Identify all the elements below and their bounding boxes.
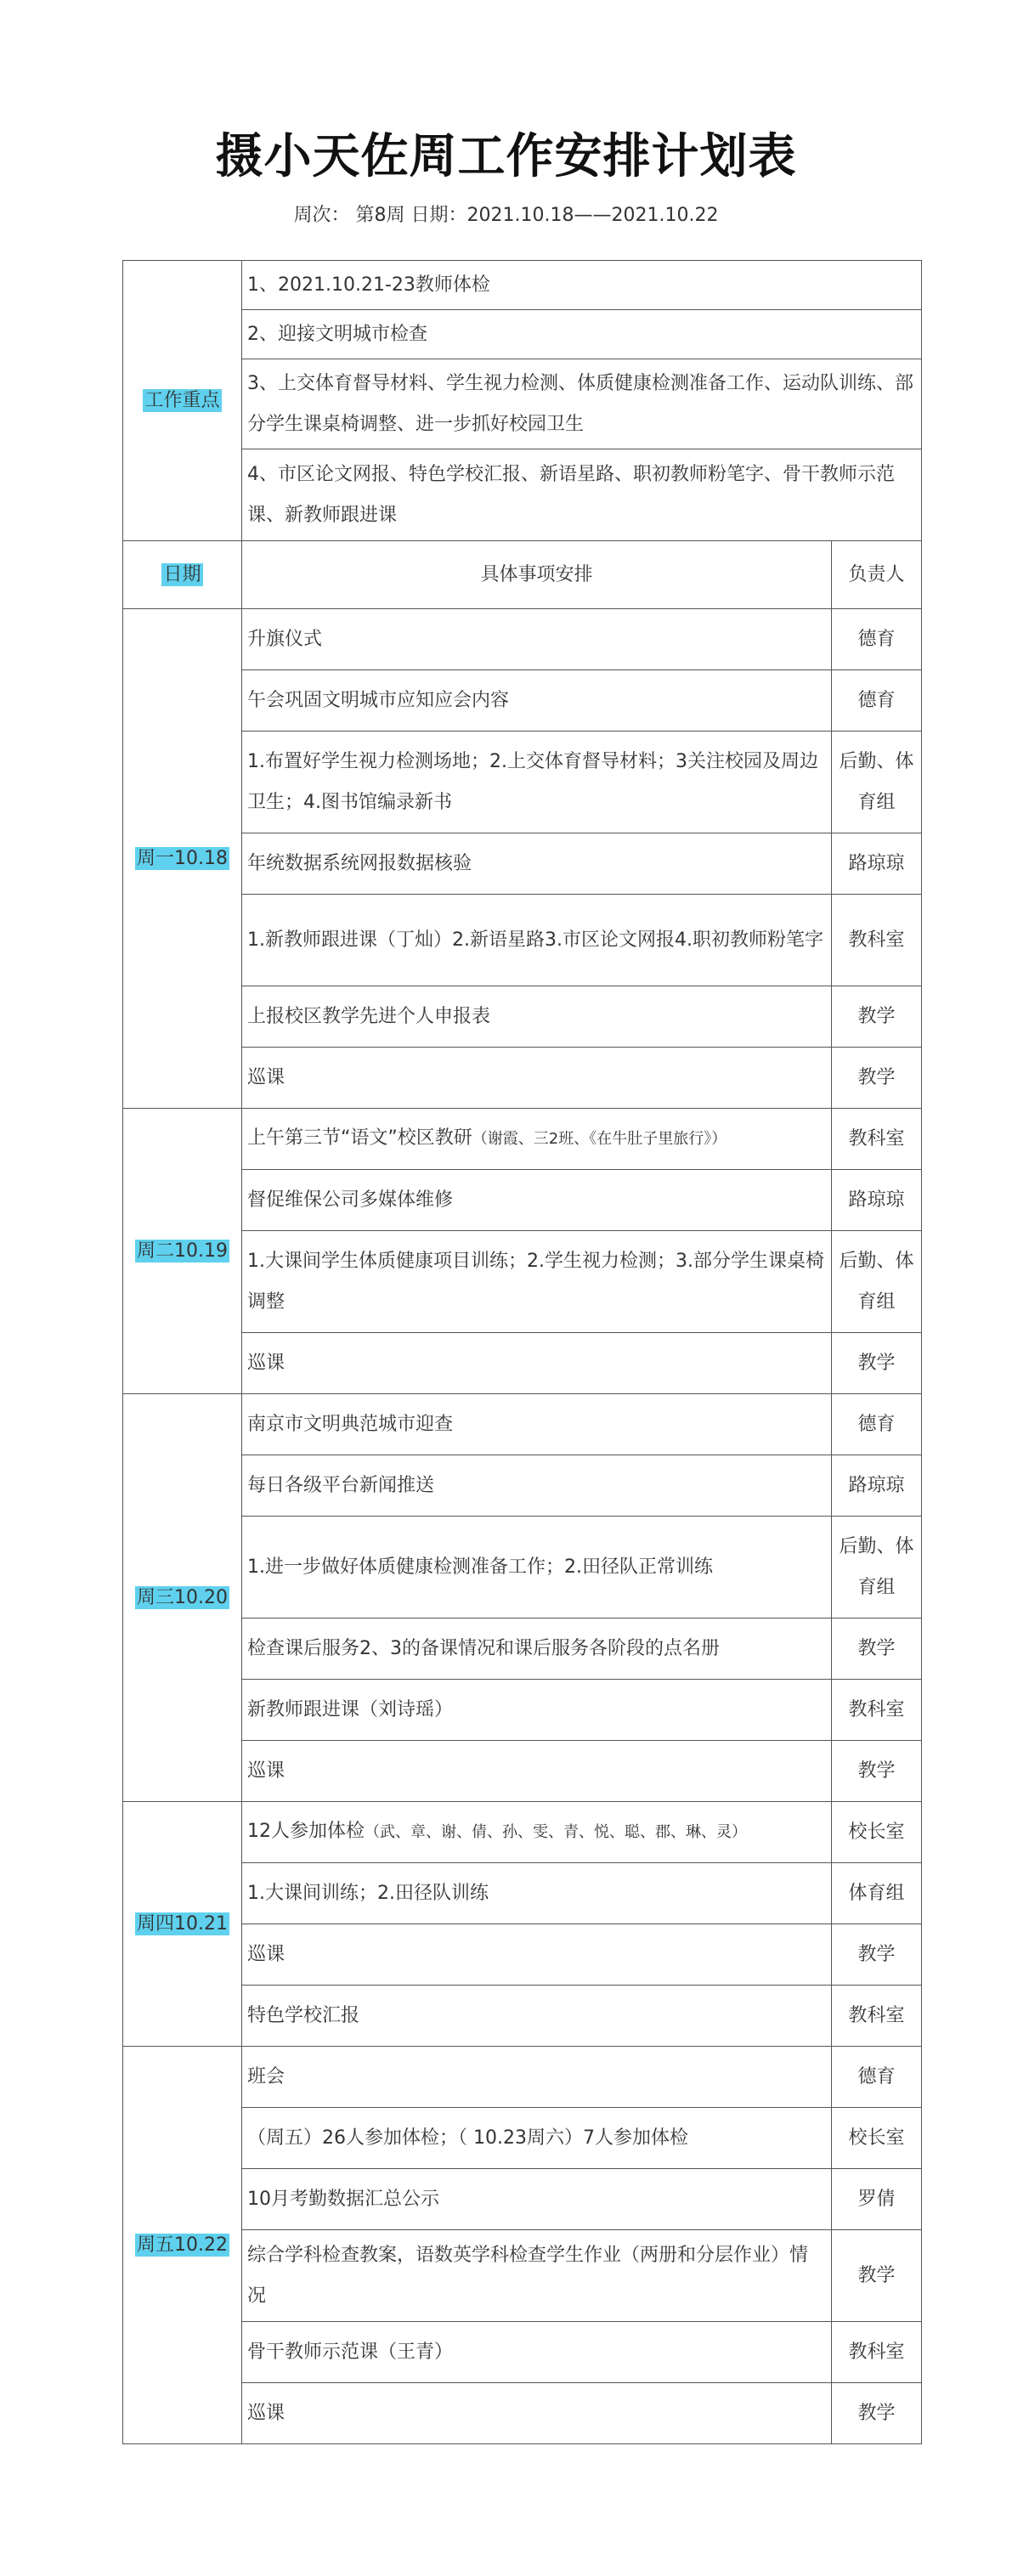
person-cell: 教学 bbox=[832, 2230, 922, 2322]
header-date: 日期 bbox=[163, 563, 201, 585]
table-row bbox=[123, 1618, 922, 1680]
task-cell: 1.新教师跟进课（丁灿）2.新语星路3.市区论文网报4.职初教师粉笔字 bbox=[242, 895, 832, 986]
person-cell: 教学 bbox=[832, 2383, 922, 2444]
task-cell: （周五）26人参加体检；（ 10.23周六）7人参加体检 bbox=[242, 2108, 832, 2169]
person-cell: 德育 bbox=[832, 609, 922, 670]
focus-item: 1、2021.10.21-23教师体检 bbox=[242, 261, 922, 310]
table-row bbox=[123, 2108, 922, 2169]
person-cell: 教科室 bbox=[832, 1986, 922, 2047]
header-tasks: 具体事项安排 bbox=[242, 541, 832, 609]
task-cell: 骨干教师示范课（王青） bbox=[242, 2322, 832, 2383]
person-cell: 教学 bbox=[832, 1048, 922, 1109]
task-note: （武、章、谢、倩、孙、雯、青、悦、聪、郡、琳、灵） bbox=[365, 1823, 747, 1841]
table-row bbox=[123, 1394, 922, 1455]
table-row bbox=[123, 1109, 922, 1170]
focus-label: 工作重点 bbox=[144, 389, 220, 411]
person-cell: 路琼琼 bbox=[832, 833, 922, 895]
page-title: 摄小天佐周工作安排计划表 bbox=[215, 129, 797, 184]
day-label-cell bbox=[123, 2047, 242, 2444]
table-row bbox=[123, 1170, 922, 1231]
task-cell: 1.大课间学生体质健康项目训练；2.学生视力检测；3.部分学生课桌椅调整 bbox=[242, 1231, 832, 1333]
task-cell: 1.布置好学生视力检测场地；2.上交体育督导材料；3关注校园及周边卫生；4.图书馆编录新书 bbox=[242, 732, 832, 833]
person-cell: 教学 bbox=[832, 1924, 922, 1986]
page-subtitle: 周次： 第8周 日期：2021.10.18——2021.10.22 bbox=[293, 205, 719, 226]
person-cell: 教科室 bbox=[832, 2322, 922, 2383]
day-label: 周二10.19 bbox=[137, 1240, 228, 1262]
task-cell bbox=[242, 1802, 832, 1863]
table-row bbox=[123, 1048, 922, 1109]
table-row bbox=[123, 2230, 922, 2322]
table-row bbox=[123, 732, 922, 833]
person-cell: 路琼琼 bbox=[832, 1170, 922, 1231]
table-row bbox=[123, 1517, 922, 1618]
task-cell: 年统数据系统网报数据核验 bbox=[242, 833, 832, 895]
task-cell: 1.进一步做好体质健康检测准备工作；2.田径队正常训练 bbox=[242, 1517, 832, 1618]
table-row bbox=[123, 1924, 922, 1986]
task-cell: 1.大课间训练；2.田径队训练 bbox=[242, 1863, 832, 1924]
day-label-cell bbox=[123, 609, 242, 1109]
table-row bbox=[123, 670, 922, 732]
person-cell: 体育组 bbox=[832, 1863, 922, 1924]
table-row bbox=[123, 1802, 922, 1863]
task-cell: 巡课 bbox=[242, 1333, 832, 1394]
task-cell: 升旗仪式 bbox=[242, 609, 832, 670]
day-label: 周三10.20 bbox=[137, 1586, 228, 1608]
day-label: 周五10.22 bbox=[137, 2234, 228, 2256]
table-row bbox=[123, 1680, 922, 1741]
task-cell bbox=[242, 1109, 832, 1170]
task-cell: 南京市文明典范城市迎查 bbox=[242, 1394, 832, 1455]
task-cell: 特色学校汇报 bbox=[242, 1986, 832, 2047]
person-cell: 校长室 bbox=[832, 1802, 922, 1863]
task-note: （谢霞、三2班、《在牛肚子里旅行》） bbox=[472, 1130, 727, 1148]
person-cell: 校长室 bbox=[832, 2108, 922, 2169]
task-cell: 每日各级平台新闻推送 bbox=[242, 1455, 832, 1517]
task-cell: 检查课后服务2、3的备课情况和课后服务各阶段的点名册 bbox=[242, 1618, 832, 1680]
table-row bbox=[123, 310, 922, 359]
person-cell: 教学 bbox=[832, 986, 922, 1048]
header-person: 负责人 bbox=[832, 541, 922, 609]
person-cell: 教科室 bbox=[832, 1680, 922, 1741]
focus-label-cell bbox=[123, 261, 242, 541]
focus-item: 4、市区论文网报、特色学校汇报、新语星路、职初教师粉笔字、骨干教师示范课、新教师跟进课 bbox=[242, 449, 922, 541]
table-row bbox=[123, 2047, 922, 2108]
table-row bbox=[123, 2383, 922, 2444]
table-row bbox=[123, 1986, 922, 2047]
person-cell: 教学 bbox=[832, 1618, 922, 1680]
person-cell: 后勤、体育组 bbox=[832, 1231, 922, 1333]
task-cell: 班会 bbox=[242, 2047, 832, 2108]
table-row bbox=[123, 449, 922, 541]
table-row bbox=[123, 1741, 922, 1802]
person-cell: 后勤、体育组 bbox=[832, 1517, 922, 1618]
table-row bbox=[123, 359, 922, 449]
person-cell: 德育 bbox=[832, 670, 922, 732]
person-cell: 教科室 bbox=[832, 895, 922, 986]
table-row bbox=[123, 1231, 922, 1333]
task-cell: 巡课 bbox=[242, 2383, 832, 2444]
task-cell: 综合学科检查教案，语数英学科检查学生作业（两册和分层作业）情况 bbox=[242, 2230, 832, 2322]
table-row bbox=[123, 833, 922, 895]
focus-item: 2、迎接文明城市检查 bbox=[242, 310, 922, 359]
table-row bbox=[123, 261, 922, 310]
person-cell: 教学 bbox=[832, 1333, 922, 1394]
table-row bbox=[123, 1333, 922, 1394]
task-cell: 午会巩固文明城市应知应会内容 bbox=[242, 670, 832, 732]
table-row bbox=[123, 2169, 922, 2230]
task-cell: 巡课 bbox=[242, 1924, 832, 1986]
table-row bbox=[123, 1455, 922, 1517]
day-label: 周一10.18 bbox=[137, 847, 228, 869]
task-text: 上午第三节“语文”校区教研 bbox=[247, 1127, 472, 1149]
table-row bbox=[123, 895, 922, 986]
table-row bbox=[123, 609, 922, 670]
table-header-row bbox=[123, 541, 922, 609]
task-cell: 巡课 bbox=[242, 1741, 832, 1802]
person-cell: 德育 bbox=[832, 1394, 922, 1455]
person-cell: 路琼琼 bbox=[832, 1455, 922, 1517]
task-cell: 10月考勤数据汇总公示 bbox=[242, 2169, 832, 2230]
table-row bbox=[123, 1863, 922, 1924]
person-cell: 德育 bbox=[832, 2047, 922, 2108]
weekly-plan-table bbox=[122, 260, 922, 2444]
person-cell: 教学 bbox=[832, 1741, 922, 1802]
focus-item: 3、上交体育督导材料、学生视力检测、体质健康检测准备工作、运动队训练、部分学生课桌椅调整、进一步抓好校园卫生 bbox=[242, 359, 922, 449]
day-label-cell bbox=[123, 1802, 242, 2047]
day-label: 周四10.21 bbox=[137, 1912, 228, 1935]
task-cell: 巡课 bbox=[242, 1048, 832, 1109]
day-label-cell bbox=[123, 1394, 242, 1802]
person-cell: 后勤、体育组 bbox=[832, 732, 922, 833]
header-date-cell bbox=[123, 541, 242, 609]
table-row bbox=[123, 2322, 922, 2383]
task-cell: 新教师跟进课（刘诗瑶） bbox=[242, 1680, 832, 1741]
person-cell: 教科室 bbox=[832, 1109, 922, 1170]
task-text: 12人参加体检 bbox=[247, 1821, 365, 1842]
person-cell: 罗倩 bbox=[832, 2169, 922, 2230]
day-label-cell bbox=[123, 1109, 242, 1394]
task-cell: 上报校区教学先进个人申报表 bbox=[242, 986, 832, 1048]
table-row bbox=[123, 986, 922, 1048]
task-cell: 督促维保公司多媒体维修 bbox=[242, 1170, 832, 1231]
